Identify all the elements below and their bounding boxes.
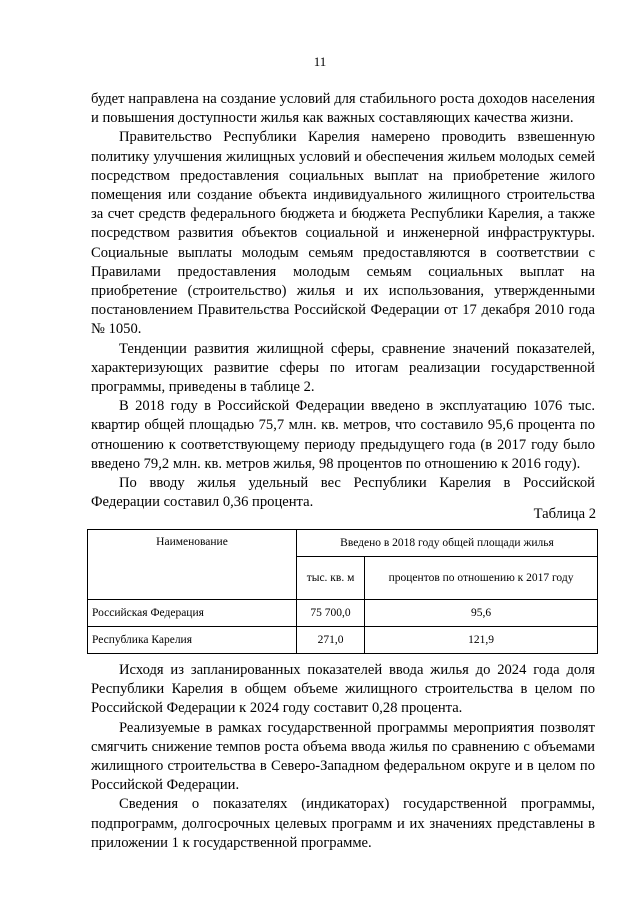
row-percent: 95,6	[365, 600, 598, 627]
paragraph: В 2018 году в Российской Федерации введено в эксплуатацию 1076 тыс. квартир общей площадью 75,7 млн. кв. метров, что составило 95,6 процента по отношению к соответствующему периоду предыдущего года (в 2017 году было введено 79,2 млн. кв. метров жилья, 98 процентов по отношению к 2016 году).	[91, 398, 595, 472]
paragraph: Тенденции развития жилищной сферы, сравнение значений показателей, характеризующих развитие сферы по итогам реализации государственной программы, приведены в таблице 2.	[91, 340, 595, 396]
table-row	[88, 627, 598, 654]
paragraph: Правительство Республики Карелия намерено проводить взвешенную политику улучшения жилищных условий и обеспечения жильем молодых семей посредством предоставления социальных выплат на приобретение жилого помещения или создание объекта индивидуального жилищного строительства за счет средств федерального бюджета и бюджета Республики Карелия, а также посредством развития объектов социальной и инженерной инфраструктуры. Социальные выплаты молодым семьям предоставляются в соответствии с Правилами предоставления молодым семьям социальных выплат на приобретение (строительство) жилья и их использования, утвержденными постановлением Правительства Российской Федерации от 17 декабря 2010 года № 1050.	[91, 129, 595, 338]
table-header-group: Введено в 2018 году общей площади жилья	[297, 530, 598, 557]
row-area: 271,0	[297, 627, 365, 654]
table-header-name: Наименование	[88, 530, 297, 600]
table-header-area: тыс. кв. м	[297, 557, 365, 600]
housing-table	[87, 529, 598, 654]
paragraph: Исходя из запланированных показателей ввода жилья до 2024 года доля Республики Карелия в общем объеме жилищного строительства в целом по Российской Федерации к 2024 году составит 0,28 процента.	[91, 662, 595, 717]
paragraph: Сведения о показателях (индикаторах) государственной программы, подпрограмм, долгосрочных целевых программ и их значениях представлены в приложении 1 к государственной программе.	[91, 796, 595, 851]
paragraph: Реализуемые в рамках государственной программы мероприятия позволят смягчить снижение темпов роста объема ввода жилья по сравнению с объемами жилищного строительства в Северо-Западном федеральном округе и в целом по Российской Федерации.	[91, 719, 595, 794]
row-area: 75 700,0	[297, 600, 365, 627]
row-name: Республика Карелия	[88, 627, 297, 654]
table-header-percent: процентов по отношению к 2017 году	[365, 557, 598, 600]
table-caption: Таблица 2	[533, 506, 596, 522]
table-row	[88, 600, 598, 627]
page-number: 11	[313, 54, 327, 69]
paragraph: По вводу жилья удельный вес Республики Карелия в Российской Федерации составил 0,36 процента.	[91, 475, 595, 511]
paragraph: будет направлена на создание условий для стабильного роста доходов населения и повышения доступности жилья как важных составляющих качества жизни.	[91, 91, 595, 127]
body-text-top	[91, 90, 595, 512]
row-percent: 121,9	[365, 627, 598, 654]
row-name: Российская Федерация	[88, 600, 297, 627]
body-text-bottom	[91, 661, 595, 853]
